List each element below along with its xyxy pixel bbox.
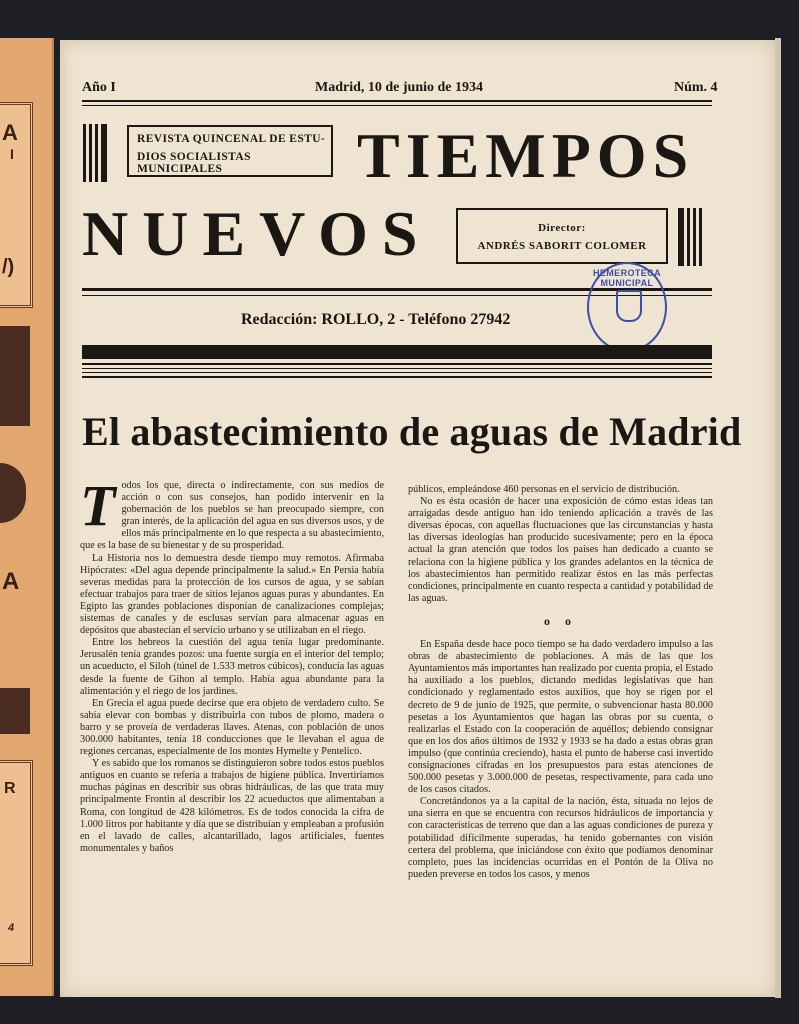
subtitle-line: REVISTA QUINCENAL DE ESTU-: [137, 133, 326, 145]
left-page-illustration: [0, 326, 30, 426]
stamp-shield-icon: [616, 290, 642, 322]
left-page-glyph: I: [10, 146, 14, 162]
library-stamp: [587, 262, 667, 352]
issue-year: Año I: [82, 80, 116, 95]
article-column-left: [80, 473, 384, 855]
director-name: ANDRÉS SABORIT COLOMER: [477, 240, 647, 252]
masthead-title-nuevos: NUEVOS: [82, 198, 432, 269]
page-edge: [775, 38, 781, 998]
issue-number: Núm. 4: [674, 80, 718, 95]
article-column-right: [408, 484, 713, 881]
article-paragraph: Y es sabido que los romanos se distinguieron sobre todos estos pueblos antiguos en cuanto se refería a trabajos de higiene pública. Invertiríamos muchas páginas en describir sus obras hidráulicas, de las que trata muy principalmente Frontin al describir los 22 acueductos que alimentaban a Roma, con longitud de 428 kilómetros. Es de todos conocida la cifra de 1.000 litros por habitante y día que se distribuían y empleaban a profusión en el lavado de calles, alcantarillado, lagos artificiales, fuentes monumentales y baños: [80, 758, 384, 854]
article-paragraph: En España desde hace poco tiempo se ha dado verdadero impulso a las obras de abastecimiento de poblaciones. A más de las que los Ayuntamientos más importantes han realizado por cuenta propia, el Estado ha auxiliado a los pueblos, dictando medidas legislativas que han condicionado y reglamentado estos auxilios, que hoy se rigen por el decreto de 9 de junio de 1925, que permite, o subvencionar hasta 80.000 pesetas a los Ayuntamientos que hagan las obras por su cuenta, o realizarlas el Estado con la cooperación de aquéllos; debiendo consignar que en los dos años últimos de 1932 y 1933 se ha dado a estas obras gran impulso (que continúa creciendo), hasta el punto de haberse casi invertido consignaciones cifradas en los presupuestos para estas atenciones de 500.000 pesetas y 3.000.000 de pesetas, respectivamente, para cada uno de los casos citados.: [408, 639, 713, 796]
left-page-illustration: [0, 688, 30, 734]
article-heading: El abastecimiento de aguas de Madrid: [82, 409, 742, 454]
heavy-rule: [82, 345, 712, 359]
editorial-address: Redacción: ROLLO, 2 - Teléfono 27942: [241, 311, 511, 328]
heavy-rule: [82, 372, 712, 373]
left-page-glyph: R: [4, 780, 16, 797]
left-page-edge: [0, 38, 54, 996]
vertical-bars-ornament: [83, 124, 107, 182]
section-separator: o o: [544, 613, 577, 628]
left-page-glyph: /): [2, 256, 15, 278]
drop-cap: T: [80, 473, 116, 538]
left-page-glyph: A: [2, 568, 20, 595]
left-page-glyph: A: [2, 120, 18, 145]
vertical-bars-ornament: [678, 208, 702, 266]
article-paragraph: odos los que, directa o indirectamente, con sus medios de acción o con sus consejos, han podido intervenir en la gobernación de los pueblos se han preocupado siempre, con gran interés, de la aplicación del agua en sus diversos usos, y de ellos más principalmente en lo que respecta a su abastecimiento, que es la base de su bienestar y de su prosperidad.: [80, 480, 384, 552]
article-paragraph: públicos, empleándose 460 personas en el servicio de distribución.: [408, 484, 680, 495]
article-paragraph: La Historia nos lo demuestra desde tiempo muy remotos. Afirmaba Hipócrates: «Del agua depende principalmente la salud.» En Persia había severas medidas para la protección de los cursos de agua, y se sabían efectuar trabajos para traer de sitios lejanos aguas puras y abundantes. En Egipto las grandes poblaciones disponían de canalizaciones complejas; sistemas de canales y de esclusas servían para almacenar aguas en depósitos que abastecían el servicio urbano y se utilizaban en el riego.: [80, 552, 384, 637]
director-box: [456, 208, 668, 264]
newspaper-page: [60, 40, 775, 997]
left-page-illustration: [0, 463, 26, 523]
masthead-title-tiempos: TIEMPOS: [357, 120, 695, 191]
subtitle-line: DIOS SOCIALISTAS MUNICIPALES: [137, 151, 251, 175]
stamp-text: HEMEROTECA MUNICIPAL: [592, 268, 661, 288]
top-rule: [82, 100, 712, 102]
heavy-rule: [82, 368, 712, 369]
article-paragraph: Entre los hebreos la cuestión del agua tenía lugar predominante. Jerusalén tenía grandes pozos: una fuente surgía en el interior del templo; un acueducto, el Siloh (túnel de 1.533 metros cúbicos), conducía las aguas desde la fuente de Gihon al templo. Había agua abundante para la alimentación y el riego de los jardines.: [80, 637, 384, 697]
heavy-rule: [82, 363, 712, 365]
heavy-rule: [82, 376, 712, 378]
issue-date: Madrid, 10 de junio de 1934: [315, 80, 484, 95]
top-rule: [82, 105, 712, 106]
subtitle-box: [127, 125, 333, 177]
article-paragraph: En Grecia el agua puede decirse que era objeto de verdadero culto. Se sabía elevar con bombas y distribuirla con tubos de plomo, madera o barro y se proveía de verdaderas llaves. Atenas, con población de unos 300.000 habitantes, tenía 18 conducciones que le llevaban el agua de regiones cercanas, especialmente de los montes Hymelte y Pentelico.: [80, 697, 384, 758]
article-paragraph: No es ésta ocasión de hacer una exposición de cómo estas ideas tan arraigadas desde antiguo han ido teniendo aplicación a través de las diversas épocas, con aquellas fluctuaciones que las circunstancias y hasta las diversas ideologías han producido sucesivamente; pero en la época actual la gran atención que todos los países han dedicado a cuanto se relaciona con la higiene pública y los grandes adelantos en la técnica de los abastecimientos han permitido realizar éstos en las más perfectas condiciones, principalmente en cuanto respecta a cantidad y potabilidad de las aguas.: [408, 496, 713, 604]
left-page-glyph: 4: [8, 922, 15, 934]
director-label: Director:: [538, 222, 586, 234]
article-paragraph: Concretándonos ya a la capital de la nación, ésta, situada no lejos de una sierra en que se encuentra con recursos hidráulicos de importancia y con características de terreno que dan a las aguas condiciones de pureza y potabilidad difícilmente superadas, ha tenido gobernantes con visión certera del problema, que iniciándose con éxito que podíamos denominar completo, pues las incidencias ocurridas en el Pontón de la Oliva no pueden preverse en todos los casos, y menos: [408, 796, 713, 880]
